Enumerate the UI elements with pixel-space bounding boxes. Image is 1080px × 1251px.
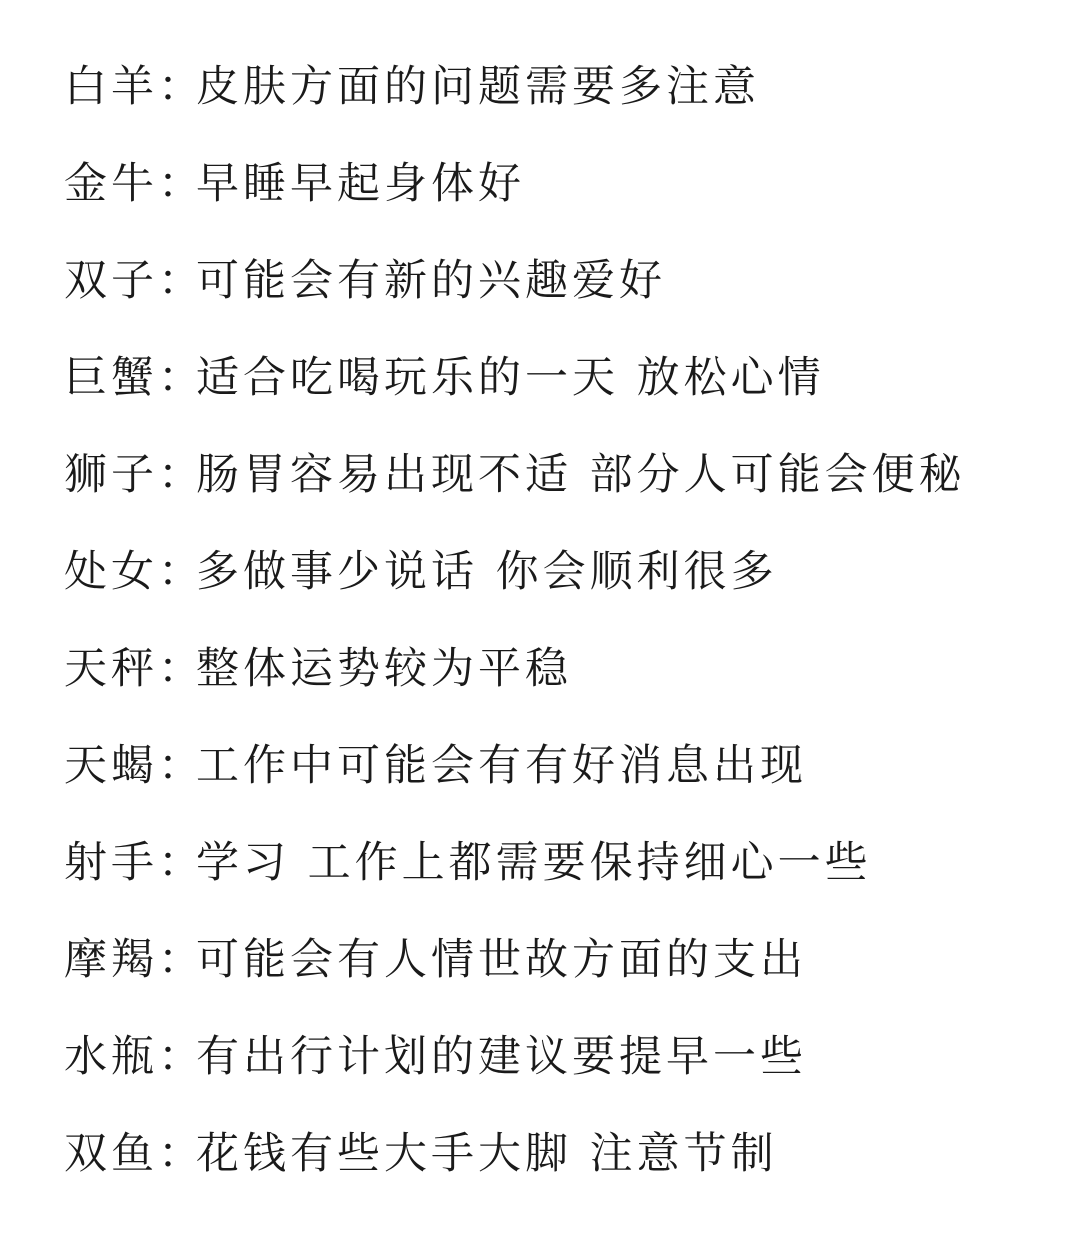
list-item-sagittarius: [64, 814, 1080, 911]
list-item-libra: [64, 620, 1080, 717]
sign-name: 巨蟹：: [64, 352, 205, 403]
fortune-text: 适合吃喝玩乐的一天 放松心情: [196, 352, 825, 403]
sign-name: 水瓶：: [64, 1031, 205, 1082]
list-item-scorpio: [64, 717, 1080, 814]
sign-name: 天蝎：: [64, 740, 205, 791]
fortune-text: 工作中可能会有有好消息出现: [196, 740, 807, 791]
fortune-text: 花钱有些大手大脚 注意节制: [196, 1128, 778, 1179]
list-item-aquarius: [64, 1008, 1080, 1105]
sign-name: 双鱼：: [64, 1128, 205, 1179]
fortune-text: 早睡早起身体好: [196, 158, 525, 209]
list-item-gemini: [64, 232, 1080, 329]
sign-name: 处女：: [64, 546, 205, 597]
fortune-text: 有出行计划的建议要提早一些: [196, 1031, 807, 1082]
fortune-text: 皮肤方面的问题需要多注意: [196, 61, 760, 112]
list-item-cancer: [64, 329, 1080, 426]
fortune-text: 整体运势较为平稳: [196, 643, 572, 694]
fortune-text: 可能会有人情世故方面的支出: [196, 934, 807, 985]
sign-name: 金牛：: [64, 158, 205, 209]
fortune-text: 肠胃容易出现不适 部分人可能会便秘: [196, 449, 966, 500]
list-item-virgo: [64, 523, 1080, 620]
list-item-capricorn: [64, 911, 1080, 1008]
list-item-pisces: [64, 1105, 1080, 1202]
list-item-taurus: [64, 135, 1080, 232]
list-item-aries: [64, 38, 1080, 135]
sign-name: 射手：: [64, 837, 205, 888]
sign-name: 狮子：: [64, 449, 205, 500]
sign-name: 天秤：: [64, 643, 205, 694]
sign-name: 白羊：: [64, 61, 205, 112]
fortune-text: 多做事少说话 你会顺利很多: [196, 546, 778, 597]
sign-name: 摩羯：: [64, 934, 205, 985]
fortune-text: 学习 工作上都需要保持细心一些: [196, 837, 872, 888]
list-item-leo: [64, 426, 1080, 523]
fortune-text: 可能会有新的兴趣爱好: [196, 255, 666, 306]
sign-name: 双子：: [64, 255, 205, 306]
